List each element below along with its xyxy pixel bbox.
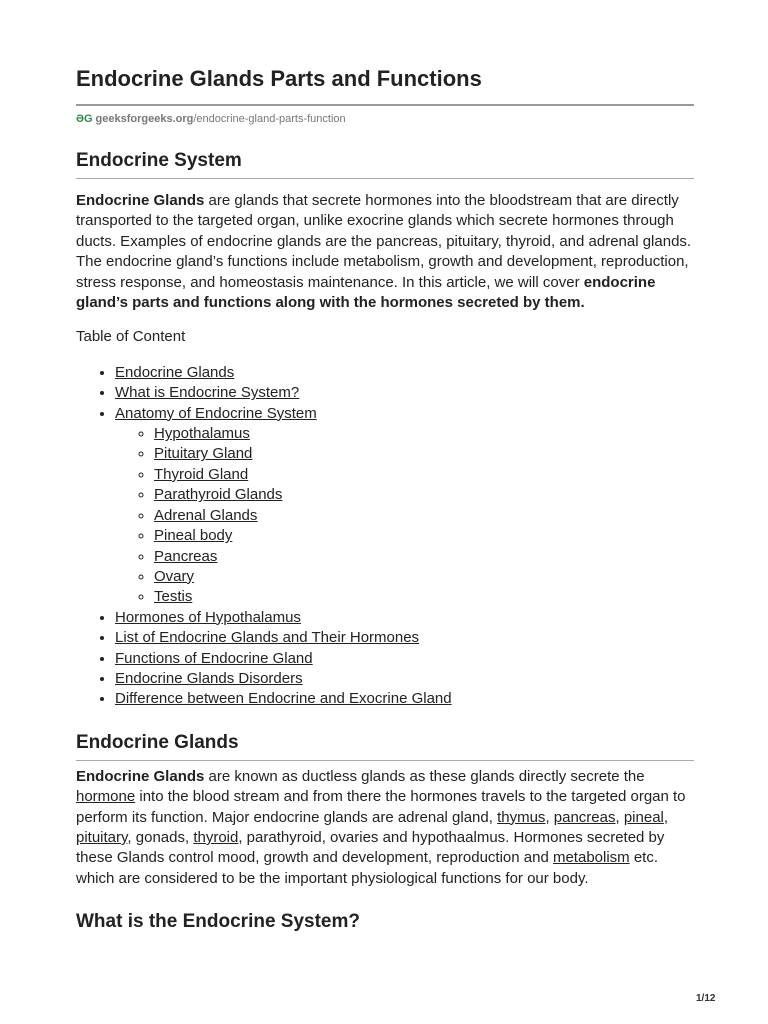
toc-sublink[interactable]: Pineal body xyxy=(154,527,233,545)
toc-sublink[interactable]: Parathyroid Glands xyxy=(154,486,283,504)
link-pancreas[interactable]: pancreas xyxy=(553,808,616,826)
toc-sublist xyxy=(115,424,694,608)
toc-sublink[interactable]: Adrenal Glands xyxy=(154,506,258,524)
toc-sublink[interactable]: Thyroid Gland xyxy=(154,465,249,483)
intro-paragraph xyxy=(76,191,694,313)
bold-term: Endocrine Glands xyxy=(76,767,205,785)
link-pituitary[interactable]: pituitary xyxy=(76,828,128,846)
toc-link[interactable]: What is Endocrine System? xyxy=(115,384,300,402)
toc-sublink[interactable]: Hypothalamus xyxy=(154,425,250,443)
text: are glands that secrete hormones into the bloodstream that are directly transported to the targeted organ, unlike exocrine glands which secrete hormones through ducts. Examples of endocrine glands are the pancreas, pituitary, thyroid, and adrenal glands. The endocrine gland’s functions include metabolism, growth and development, reproduction, stress response, and homeostasis maintenance. In this article, we will cover xyxy=(76,192,692,291)
glands-paragraph xyxy=(76,767,694,889)
link-thymus[interactable]: thymus xyxy=(497,808,546,826)
link-hormone[interactable]: hormone xyxy=(76,788,136,806)
text: into the blood stream and from there the hormones travels to the targeted organ to perform its function. Major endocrine glands are adrenal gland, xyxy=(76,788,686,826)
text: etc. which are considered to be the important physiological functions for our body. xyxy=(76,849,659,887)
source-line xyxy=(76,112,694,126)
section-heading-what-is-endocrine-system: What is the Endocrine System? xyxy=(76,911,360,933)
toc-link[interactable]: Endocrine Glands xyxy=(115,363,235,381)
toc-link[interactable]: List of Endocrine Glands and Their Hormones xyxy=(115,629,420,647)
bold-text: endocrine gland’s parts and functions along with the hormones secreted by them. xyxy=(76,273,656,312)
toc-sublink[interactable]: Pancreas xyxy=(154,547,218,565)
toc-link[interactable]: Difference between Endocrine and Exocrine Gland xyxy=(115,690,452,708)
content xyxy=(76,62,694,939)
text: , xyxy=(545,808,554,826)
toc-link[interactable]: Anatomy of Endocrine System xyxy=(115,404,317,422)
text: , gonads, xyxy=(127,828,194,846)
page-title: Endocrine Glands Parts and Functions xyxy=(76,62,694,106)
source-path[interactable]: /endocrine-gland-parts-function xyxy=(193,113,346,125)
source-domain[interactable]: geeksforgeeks.org xyxy=(95,113,194,125)
toc-link[interactable]: Hormones of Hypothalamus xyxy=(115,608,301,626)
link-metabolism[interactable]: metabolism xyxy=(552,849,630,867)
toc-sublink[interactable]: Pituitary Gland xyxy=(154,445,253,463)
text: , xyxy=(615,808,624,826)
toc-link[interactable]: Endocrine Glands Disorders xyxy=(115,669,303,687)
toc-sublink[interactable]: Testis xyxy=(154,588,193,606)
link-pineal[interactable]: pineal xyxy=(623,808,664,826)
link-thyroid[interactable]: thyroid xyxy=(193,828,239,846)
gfg-logo-icon: ƏG xyxy=(76,113,93,125)
toc-label: Table of Content xyxy=(76,328,186,346)
page-number: 1/12 xyxy=(696,993,716,1004)
text: , parathyroid, ovaries and hypothaalmus. Hormones secreted by these Glands control mood, growth and development, reproduction and xyxy=(76,828,665,867)
toc-list xyxy=(76,363,694,710)
bold-term: Endocrine Glands xyxy=(76,192,205,209)
text: , xyxy=(663,808,669,826)
section-heading-endocrine-glands: Endocrine Glands xyxy=(76,730,694,761)
text: are known as ductless glands as these glands directly secrete the xyxy=(204,767,645,785)
toc-sublink[interactable]: Ovary xyxy=(154,567,195,585)
section-heading-endocrine-system: Endocrine System xyxy=(76,148,694,179)
toc-link[interactable]: Functions of Endocrine Gland xyxy=(115,649,313,667)
